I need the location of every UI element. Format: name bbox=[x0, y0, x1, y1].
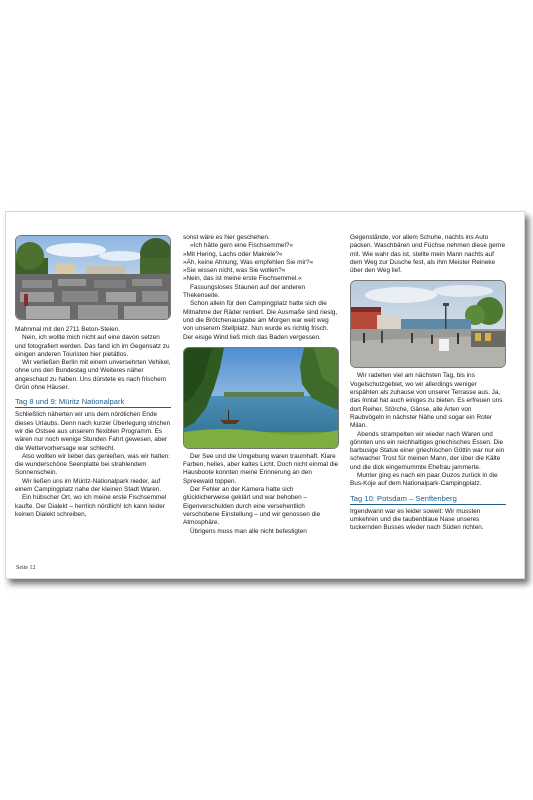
dialogue-line: »Sie wissen nicht, was Sie wollen?« bbox=[183, 267, 286, 275]
harbor-photo-icon bbox=[351, 281, 505, 367]
column-right bbox=[350, 234, 506, 533]
column-left bbox=[15, 235, 171, 519]
harbor-photo bbox=[350, 280, 506, 368]
dialogue-line: »Ich hätte gern eine Fischsemmel?« bbox=[190, 242, 294, 250]
paragraph: Übrigens muss man alle nicht befestigten bbox=[190, 527, 307, 535]
section-heading: Tag 8 und 9: Müritz Nationalpark bbox=[15, 397, 171, 408]
column-middle bbox=[183, 234, 339, 536]
memorial-photo-icon bbox=[16, 236, 170, 319]
memorial-photo bbox=[15, 235, 171, 320]
paragraph: sonst wäre es hier geschehen. bbox=[183, 234, 270, 241]
lake-photo bbox=[183, 347, 339, 449]
paragraph: Der Fehler an der Kamera hatte sich glücklicherweise geklärt und war behoben – Eigenverschulden durch eine versehentlich verschobene Einstellung – und wir genossen die Atmosphäre. bbox=[183, 486, 321, 527]
paragraph: Wir verließen Berlin mit einem unversehrten Vehikel, ohne uns den Bundestag und Weiteres näher angeschaut zu haben. Uns dürstete es nach frischem Grün ohne Häuser. bbox=[15, 359, 171, 392]
book-page bbox=[5, 211, 525, 579]
paragraph: Also wollten wir lieber das genießen, was wir hatten: die wunderschöne Seenplatte bei strahlendem Sonnenschein. bbox=[15, 452, 171, 477]
lake-photo-icon bbox=[184, 348, 338, 448]
paragraph: Schon allein für den Campingplatz hatte sich die Mitnahme der Räder rentiert. Die Ausmaße sind riesig, und die Brötchenausgabe am Morgen war weit weg von unserem Stellplatz. Nun wurde es richtig frisch. Der eisige Wind ließ mich das Baden vergessen. bbox=[183, 300, 338, 341]
paragraph: Der See und die Umgebung waren traumhaft. Klare Farben, helles, aber kaltes Licht. Doch nicht einmal die Hausboote konnten meine Erinnerung an den Spreewald toppen. bbox=[183, 452, 339, 485]
dialogue-line: »Nein, das ist meine erste Fischsemmel.« bbox=[183, 275, 302, 283]
paragraph: Irgendwann war es leider soweit: Wir mussten umkehren und die taubenblaue Nase unseres tuckernden Busses wieder nach Süden richten. bbox=[350, 507, 484, 532]
dialogue-line: »Mit Hering, Lachs oder Makrele?« bbox=[183, 250, 283, 258]
dialogue-line: »Äh, keine Ahnung, Was empfehlen Sie mir?« bbox=[183, 258, 314, 266]
paragraph: Abends strampelten wir wieder nach Waren und gönnten uns ein reichhaltiges griechisches Essen. Die barbusige Statue einer griechischen Göttin war nur ein schwacher Trost für meinen Mann, der über die Kälte und die dick eingemummte Ehefrau jammerte. bbox=[350, 430, 505, 471]
paragraph: Mahnmal mit den 2711 Beton-Stelen. bbox=[15, 326, 121, 333]
paragraph: Schließlich näherten wir uns dem nördlichen Ende dieses Urlaubs. Denn nach kurzer Überlegung strichen wir die Ostsee aus unserem flexiblen Programm. Es wären nur noch wenige Stunden Fahrt gewesen, aber die Wettervorhersage war schlecht. bbox=[15, 411, 171, 452]
paragraph: Wir ließen uns im Müritz-Nationalpark nieder, auf einem Campingplatz nahe der kleinen Stadt Waren. bbox=[15, 477, 162, 494]
paragraph: Fassungsloses Staunen auf der anderen Thekenseite. bbox=[183, 283, 306, 300]
section-heading: Tag 10: Potsdam – Senftenberg bbox=[350, 494, 506, 505]
paragraph: Munter ging es nach ein paar Ouzos zurück in die Bus-Koje auf dem Nationalpark-Campingplatz. bbox=[350, 472, 498, 488]
paragraph: Gegenstände, vor allem Schuhe, nachts ins Auto packen. Waschbären und Füchse nehmen diese gerne mit. Wie wahr das ist, stellte mein Mann nachts auf dem Weg zur Dusche fest, als ihm Meister Reineke über den Weg lief. bbox=[350, 234, 506, 275]
paragraph: Wir radelten viel am nächsten Tag, bis ins Vogelschutzgebiet, wo wir allerdings weniger erspähten als zuhause von unserer Terrasse aus. Ja, das Inntal hat auch einiges zu bieten. Es erfreuen uns dort Reiher, Störche, Gänse, alle Arten von Raubvögeln in nächster Nähe und sogar ein Roter Milan. bbox=[350, 372, 503, 430]
page-number: Seite 12 bbox=[16, 565, 36, 571]
paragraph: Nein, ich wollte mich nicht auf eine davon setzen und fotografiert werden. Das fand ich im Gegensatz zu einigen anderen Touristen hier pietätlos. bbox=[15, 334, 170, 358]
paragraph: Ein hübscher Ort, wo ich meine erste Fischsemmel kaufte. Der Dialekt – herrlich nördlich! Ich kann leider keinen Dialekt schreiben, bbox=[15, 494, 167, 518]
